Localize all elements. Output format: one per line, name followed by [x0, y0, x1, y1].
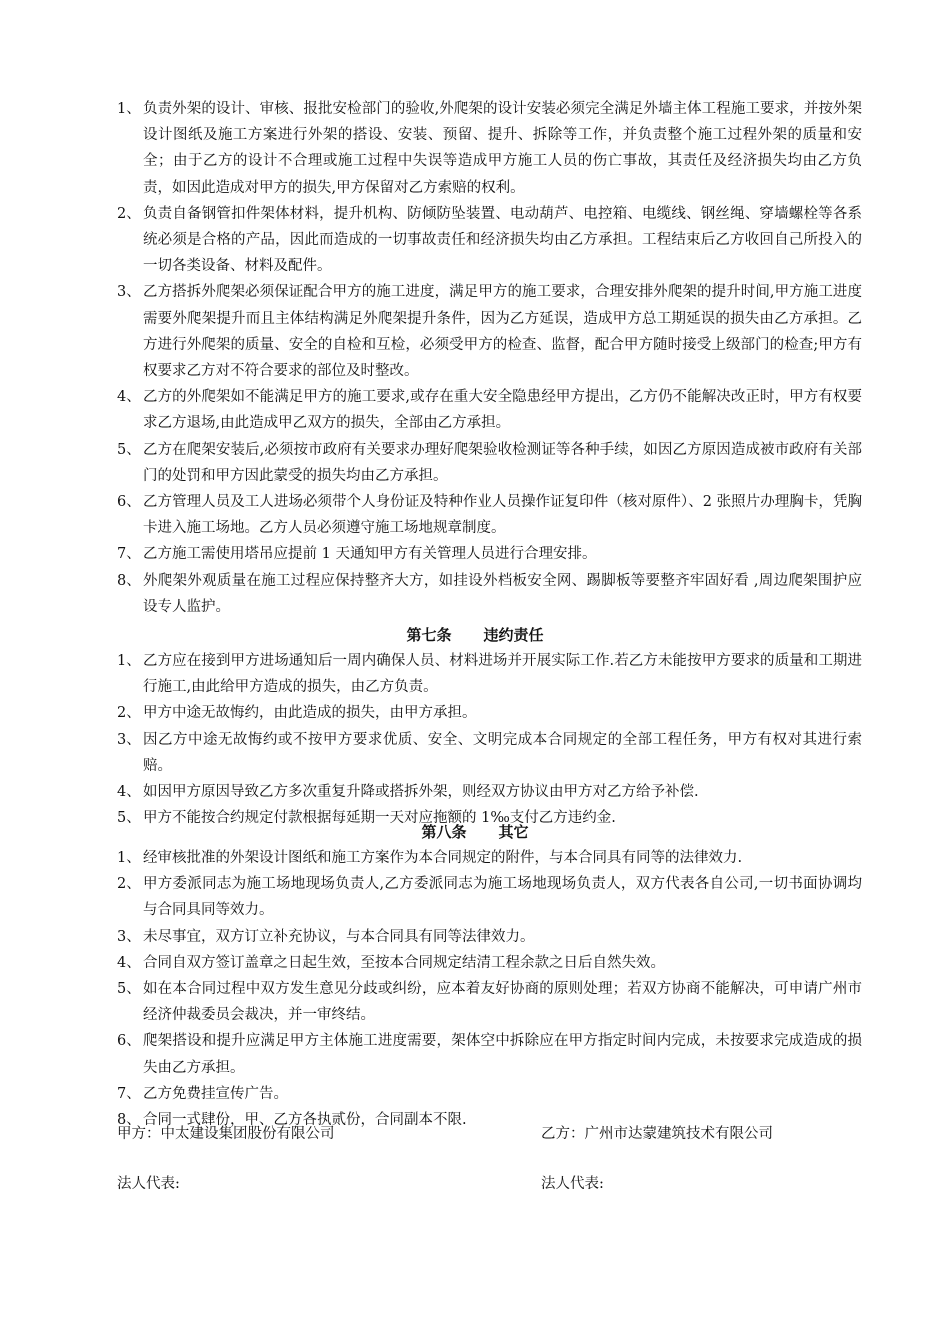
- item-text: 乙方免费挂宣传广告。: [143, 1085, 288, 1102]
- list-item: [0, 871, 950, 923]
- item-text: 如因甲方原因导致乙方多次重复升降或搭拆外架，则经双方协议由甲方对乙方给予补偿.: [143, 784, 699, 801]
- list-item: [0, 648, 950, 700]
- item-number: 2、: [117, 205, 141, 222]
- section-6-list: [0, 96, 950, 620]
- item-text: 甲方委派同志为施工场地现场负责人,乙方委派同志为施工场地现场负责人，双方代表各自公司,一切书面协调均与合同具同等效力。: [143, 876, 862, 919]
- item-number: 3、: [117, 928, 141, 945]
- item-text: 乙方搭拆外爬架必须保证配合甲方的施工进度，满足甲方的施工要求，合理安排外爬架的提升时间,甲方施工进度需要外爬架提升而且主体结构满足外爬架提升条件，因为乙方延误，造成甲方总工期延误的损失由乙方承担。乙方进行外爬架的质量、安全的自检和互检，必须受甲方的检查、监督，配合甲方随时接受上级部门的检查;甲方有权要求乙方对不符合要求的部位及时整改。: [143, 284, 862, 380]
- item-text: 乙方管理人员及工人进场必须带个人身份证及特种作业人员操作证复印件（核对原件）、2 张照片办理胸卡，凭胸卡进入施工场地。乙方人员必须遵守施工场地规章制度。: [143, 494, 862, 537]
- list-item: [0, 924, 950, 950]
- item-number: 8、: [117, 572, 141, 589]
- party-a-name: 甲方：中太建设集团股份有限公司: [117, 1126, 335, 1142]
- item-number: 4、: [117, 954, 141, 971]
- item-text: 甲方不能按合约规定付款根据每延期一天对应拖额的 1‰支付乙方违约金.: [143, 810, 616, 827]
- item-number: 2、: [117, 876, 141, 893]
- item-number: 6、: [117, 494, 141, 511]
- section-7-list: [0, 648, 950, 831]
- list-item: [0, 950, 950, 976]
- article-number: 第八条: [421, 823, 467, 841]
- item-number: 5、: [117, 981, 141, 998]
- item-number: 7、: [117, 546, 141, 563]
- section-8-list: [0, 845, 950, 1133]
- item-number: 3、: [117, 731, 141, 748]
- list-item: [0, 727, 950, 779]
- item-text: 合同一式肆份，甲、乙方各执贰份，合同副本不限.: [143, 1112, 467, 1129]
- item-text: 如在本合同过程中双方发生意见分歧或纠纷，应本着友好协商的原则处理；若双方协商不能解决，可申请广州市经济仲裁委员会裁决，并一审终结。: [143, 981, 862, 1024]
- party-b-representative: 法人代表:: [541, 1176, 604, 1192]
- list-item: [0, 96, 950, 201]
- list-item: [0, 845, 950, 871]
- item-text: 未尽事宜，双方订立补充协议，与本合同具有同等法律效力。: [143, 928, 535, 945]
- item-number: 5、: [117, 441, 141, 458]
- list-item: [0, 489, 950, 541]
- list-item: [0, 568, 950, 620]
- item-number: 1、: [117, 850, 141, 866]
- list-item: [0, 1081, 950, 1107]
- item-text: 甲方中途无故悔约，由此造成的损失，由甲方承担。: [143, 705, 477, 722]
- item-number: 5、: [117, 810, 141, 827]
- section-7-heading: [0, 622, 950, 648]
- section-8-heading: [0, 819, 950, 845]
- item-text: 乙方施工需使用塔吊应提前 1 天通知甲方有关管理人员进行合理安排。: [143, 546, 597, 563]
- item-text: 因乙方中途无故悔约或不按甲方要求优质、安全、文明完成本合同规定的全部工程任务，甲方有权对其进行索赔。: [143, 731, 862, 774]
- list-item: [0, 1028, 950, 1080]
- list-item: [0, 779, 950, 805]
- item-text: 乙方应在接到甲方进场通知后一周内确保人员、材料进场并开展实际工作.若乙方未能按甲方要求的质量和工期进行施工,由此给甲方造成的损失，由乙方负责。: [143, 653, 862, 696]
- item-number: 4、: [117, 389, 141, 406]
- item-text: 外爬架外观质量在施工过程应保持整齐大方，如挂设外档板安全网、踢脚板等要整齐牢固好看 ,周边爬架围护应设专人监护。: [143, 572, 862, 615]
- item-text: 乙方的外爬架如不能满足甲方的施工要求,或存在重大安全隐患经甲方提出，乙方仍不能解决改正时，甲方有权要求乙方退场,由此造成甲乙双方的损失，全部由乙方承担。: [143, 389, 862, 432]
- party-b-name: 乙方：广州市达蒙建筑技术有限公司: [541, 1126, 773, 1142]
- item-number: 3、: [117, 284, 141, 301]
- item-text: 经审核批准的外架设计图纸和施工方案作为本合同规定的附件，与本合同具有同等的法律效力.: [143, 850, 743, 866]
- item-number: 4、: [117, 784, 141, 801]
- article-title: 违约责任: [483, 626, 544, 644]
- list-item: [0, 279, 950, 384]
- item-number: 1、: [117, 653, 141, 669]
- item-number: 2、: [117, 705, 141, 722]
- article-title: 其它: [498, 823, 529, 841]
- list-item: [0, 700, 950, 726]
- item-text: 乙方在爬架安装后,必须按市政府有关要求办理好爬架验收检测证等各种手续，如因乙方原因造成被市政府有关部门的处罚和甲方因此蒙受的损失均由乙方承担。: [143, 441, 862, 484]
- item-text: 合同自双方签订盖章之日起生效，至按本合同规定结清工程余款之日后自然失效。: [143, 954, 665, 971]
- item-text: 负责外架的设计、审核、报批安检部门的验收,外爬架的设计安装必须完全满足外墙主体工程施工要求，并按外架设计图纸及施工方案进行外架的搭设、安装、预留、提升、拆除等工作，并负责整个施工过程外架的质量和安全；由于乙方的设计不合理或施工过程中失误等造成甲方施工人员的伤亡事故，其责任及经济损失均由乙方负责，如因此造成对甲方的损失,甲方保留对乙方索赔的权利。: [143, 101, 862, 196]
- list-item: [0, 384, 950, 436]
- list-item: [0, 201, 950, 280]
- list-item: [0, 437, 950, 489]
- list-item: [0, 541, 950, 567]
- item-number: 8、: [117, 1112, 141, 1129]
- article-number: 第七条: [406, 626, 452, 644]
- item-number: 7、: [117, 1085, 141, 1102]
- item-text: 负责自备钢管扣件架体材料，提升机构、防倾防坠装置、电动葫芦、电控箱、电缆线、钢丝绳、穿墙螺栓等各系统必须是合格的产品，因此而造成的一切事故责任和经济损失均由乙方承担。工程结束后乙方收回自己所投入的一切各类设备、材料及配件。: [143, 205, 862, 275]
- item-text: 爬架搭设和提升应满足甲方主体施工进度需要，架体空中拆除应在甲方指定时间内完成，未按要求完成造成的损失由乙方承担。: [143, 1033, 862, 1076]
- item-number: 6、: [117, 1033, 141, 1050]
- list-item: [0, 976, 950, 1028]
- item-number: 1、: [117, 101, 141, 117]
- party-a-representative: 法人代表:: [117, 1176, 180, 1192]
